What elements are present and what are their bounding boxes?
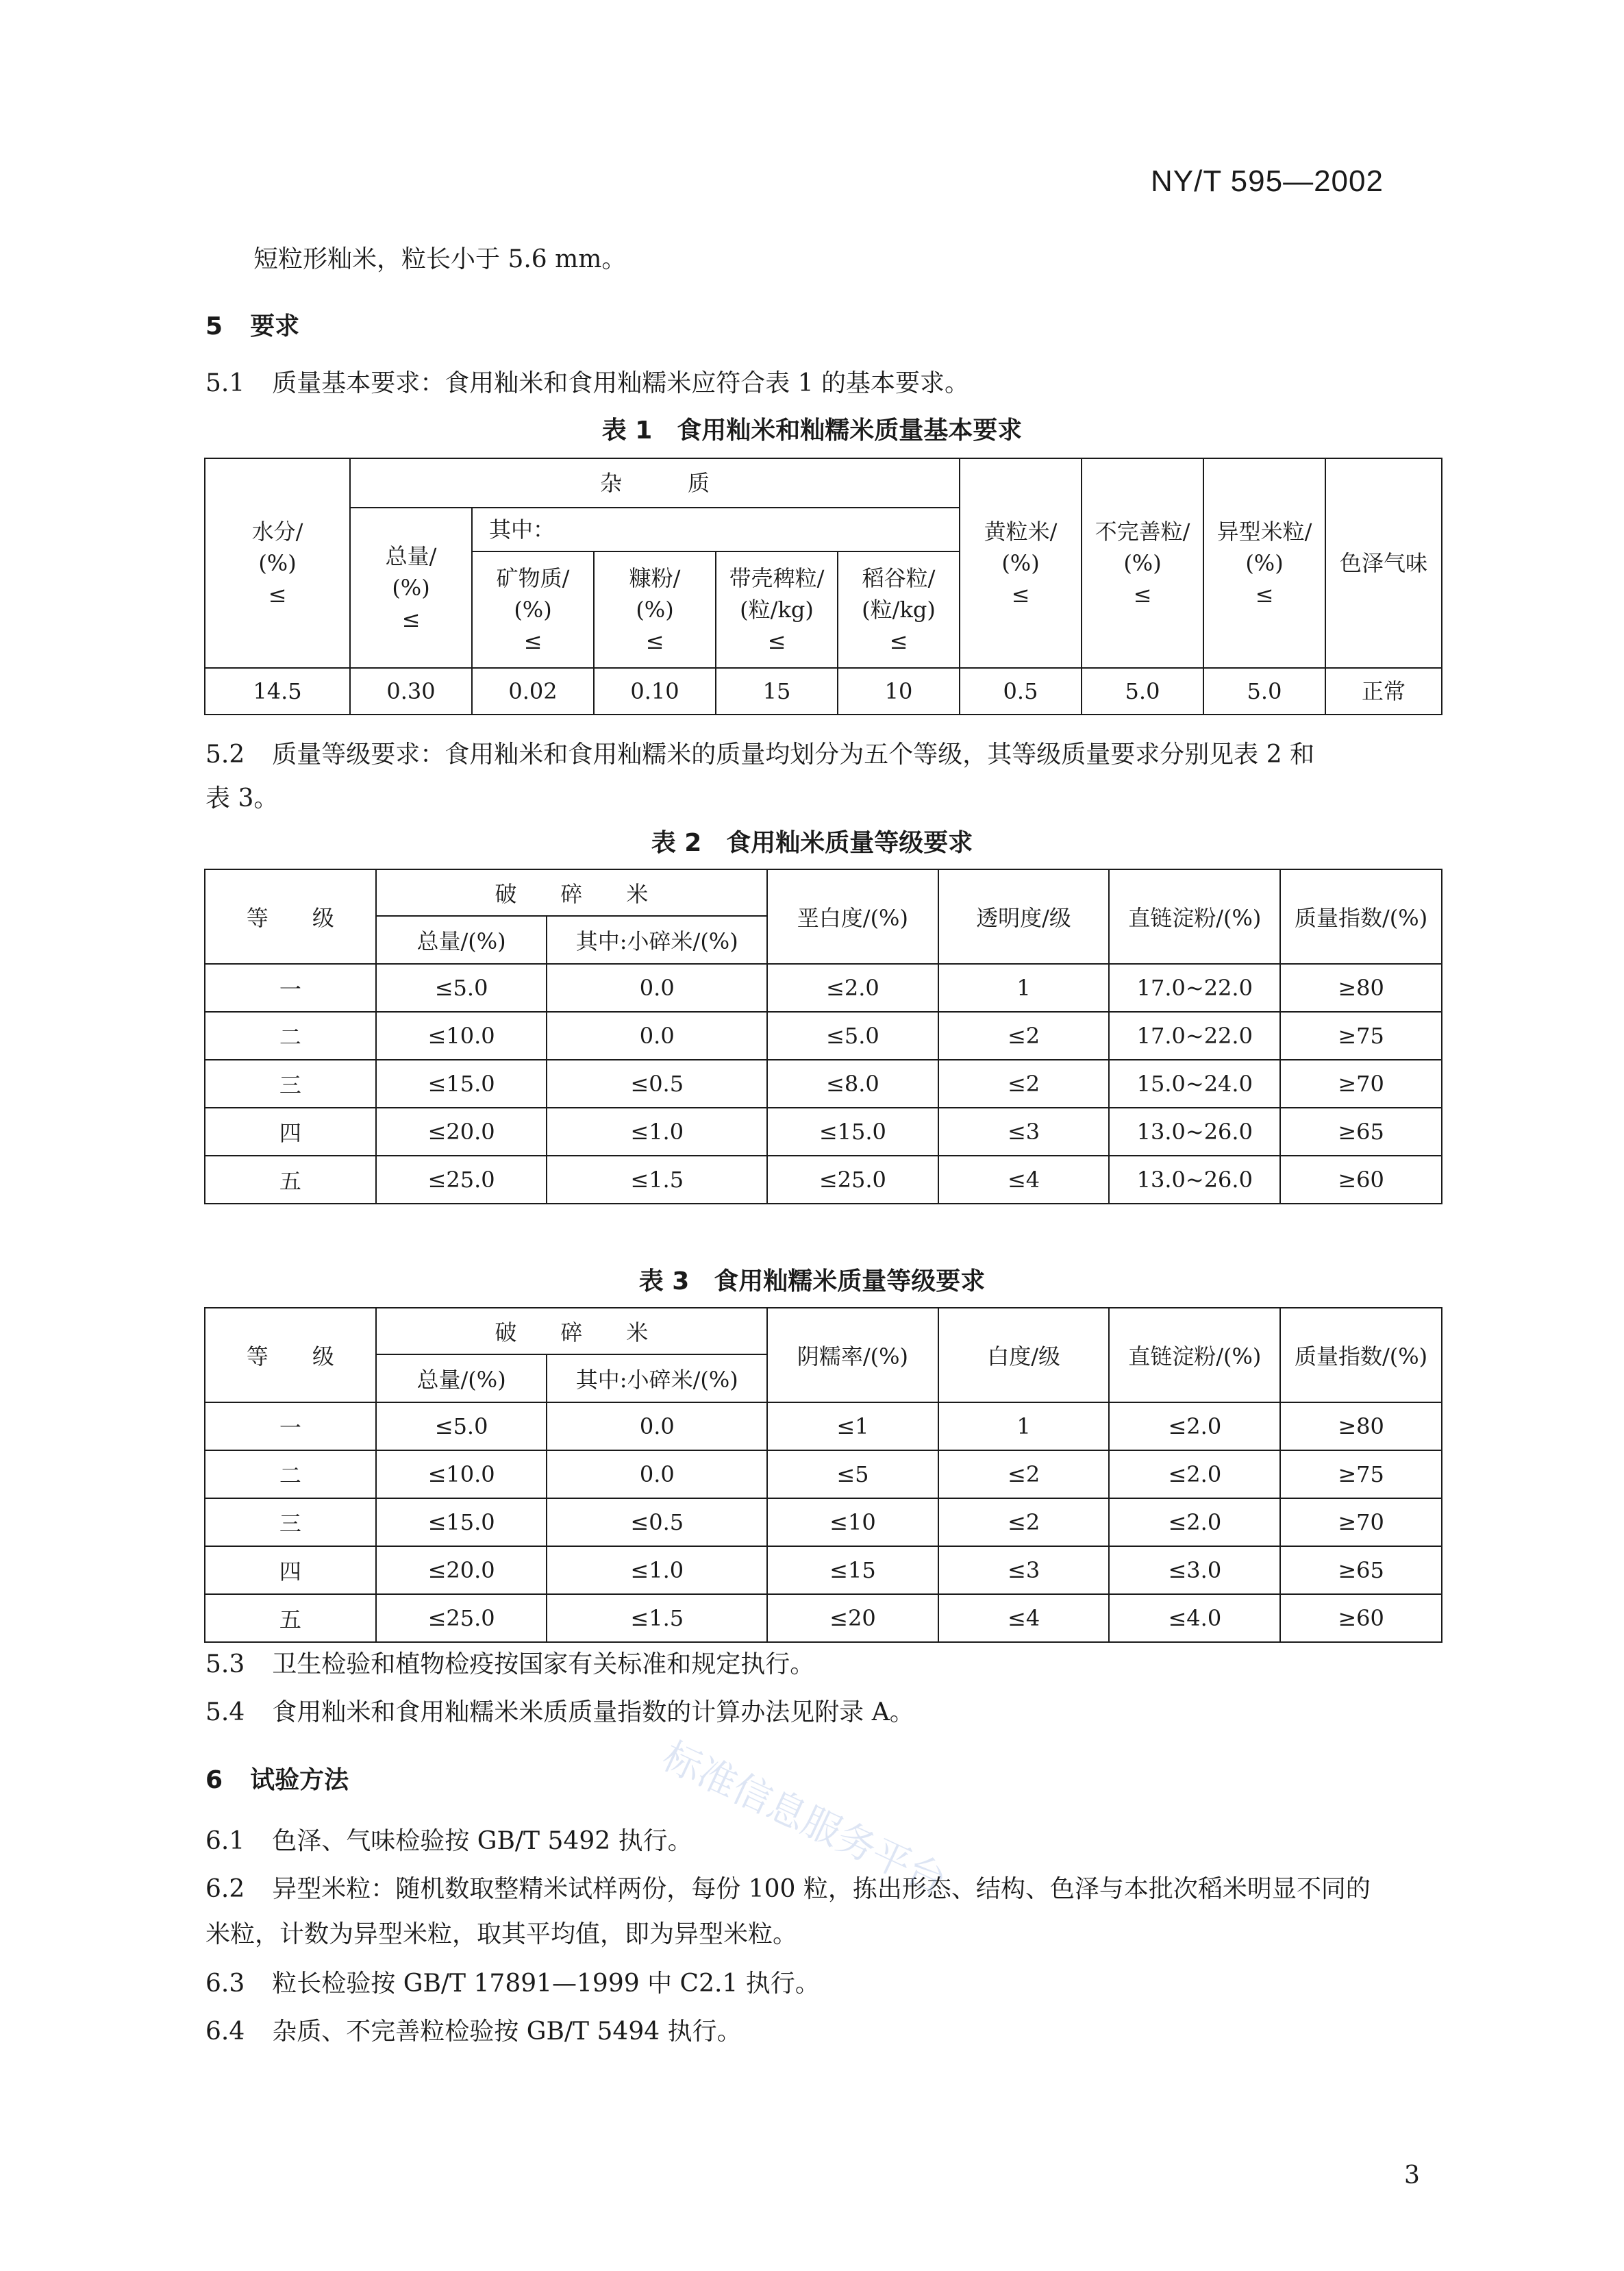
table-cell: ≤20 (767, 1594, 938, 1642)
table-row (205, 1108, 1442, 1156)
table-cell: 0.0 (547, 1402, 767, 1450)
table-cell: ≤25.0 (376, 1156, 547, 1204)
table-cell: ≤0.5 (547, 1060, 767, 1108)
clause-number: 5.4 (205, 1698, 245, 1726)
table-1 (204, 458, 1442, 715)
clause-number: 6.4 (205, 2018, 245, 2046)
section-number: 6 (205, 1766, 223, 1794)
table-cell: 0.5 (960, 668, 1082, 715)
table-cell: 二 (205, 1450, 376, 1498)
table-cell: ≤15.0 (376, 1060, 547, 1108)
table-cell: ≤15.0 (376, 1498, 547, 1546)
table-cell: 13.0~26.0 (1109, 1108, 1280, 1156)
table-cell: ≤5.0 (767, 1012, 938, 1060)
table-cell: ≤0.5 (547, 1498, 767, 1546)
table-cell: 15.0~24.0 (1109, 1060, 1280, 1108)
section-6-heading (205, 1761, 349, 1796)
section-5-heading (205, 307, 299, 342)
table-row (205, 1012, 1442, 1060)
section-title: 要求 (250, 312, 300, 340)
table-cell: 10 (838, 668, 960, 715)
clause-5-2-continued: 表 3。 (205, 784, 279, 812)
table-cell: ≤4 (938, 1594, 1110, 1642)
clause-5-2 (205, 739, 1314, 771)
clause-6-3 (205, 1968, 820, 2000)
clause-number: 5.2 (205, 741, 245, 769)
t1-header-husk: 带壳稗粒/ (粒/kg) ≤ (716, 551, 838, 668)
table-row (205, 1546, 1442, 1594)
table-cell: ≥65 (1280, 1108, 1442, 1156)
table-cell: ≤20.0 (376, 1546, 547, 1594)
table-cell: ≤1.0 (547, 1546, 767, 1594)
table-cell: ≤3.0 (1109, 1546, 1280, 1594)
table-cell: ≤4 (938, 1156, 1110, 1204)
table-cell: ≤3 (938, 1546, 1110, 1594)
table-cell: 一 (205, 1402, 376, 1450)
table-cell: ≤2.0 (1109, 1402, 1280, 1450)
table-cell: ≥70 (1280, 1060, 1442, 1108)
table-cell: ≤5.0 (376, 964, 547, 1012)
clause-6-1 (205, 1825, 692, 1858)
t1-header-water: 水分/ (%) ≤ (205, 458, 350, 668)
clause-text: 食用籼米和食用籼糯米米质质量指数的计算办法见附录 A。 (272, 1698, 914, 1726)
t1-header-impurity: 杂 质 (350, 458, 960, 508)
t3-header-quality-index: 质量指数/(%) (1280, 1308, 1442, 1402)
t1-header-bran: 糠粉/ (%) ≤ (594, 551, 716, 668)
table-cell: 四 (205, 1546, 376, 1594)
standard-code: NY/T 595—2002 (1151, 164, 1384, 198)
table-cell: ≤4.0 (1109, 1594, 1280, 1642)
table-cell: 5.0 (1082, 668, 1203, 715)
table-cell: ≤25.0 (376, 1594, 547, 1642)
clause-text: 卫生检验和植物检疫按国家有关标准和规定执行。 (272, 1650, 815, 1678)
table-cell: ≤3 (938, 1108, 1110, 1156)
table-cell: ≤8.0 (767, 1060, 938, 1108)
table-cell: ≤15 (767, 1546, 938, 1594)
table-cell: 二 (205, 1012, 376, 1060)
table-cell: ≥60 (1280, 1156, 1442, 1204)
table-cell: ≤20.0 (376, 1108, 547, 1156)
table-cell: ≤1.0 (547, 1108, 767, 1156)
table-row (205, 668, 1442, 715)
table-cell: ≤1 (767, 1402, 938, 1450)
table-cell: 四 (205, 1108, 376, 1156)
table-row (205, 1402, 1442, 1450)
clause-text: 杂质、不完善粒检验按 GB/T 5494 执行。 (272, 2018, 742, 2046)
t1-header-color-smell: 色泽气味 (1325, 458, 1442, 668)
t2-header-transparency: 透明度/级 (938, 869, 1110, 964)
clause-6-2 (205, 1873, 1371, 1906)
t2-header-total: 总量/(%) (376, 916, 547, 964)
table-2-caption: 表 2 食用籼米质量等级要求 (651, 829, 973, 857)
table-cell: 13.0~26.0 (1109, 1156, 1280, 1204)
table-cell: 17.0~22.0 (1109, 1012, 1280, 1060)
table-cell: 五 (205, 1156, 376, 1204)
table-cell: 正常 (1325, 668, 1442, 715)
t2-header-grade: 等 级 (205, 869, 376, 964)
clause-number: 6.1 (205, 1827, 245, 1855)
clause-text: 质量基本要求：食用籼米和食用籼糯米应符合表 1 的基本要求。 (272, 369, 970, 397)
clause-5-1 (205, 367, 969, 400)
table-cell: 15 (716, 668, 838, 715)
table-cell: ≤10 (767, 1498, 938, 1546)
page-number: 3 (1404, 2161, 1420, 2189)
t3-header-small-broken: 其中:小碎米/(%) (547, 1354, 767, 1402)
clause-number: 6.3 (205, 1970, 245, 1998)
clause-6-2-continued: 米粒，计数为异型米粒，取其平均值，即为异型米粒。 (205, 1920, 798, 1948)
section-number: 5 (205, 312, 223, 340)
table-row (205, 964, 1442, 1012)
table-cell: 1 (938, 964, 1110, 1012)
table-cell: ≤15.0 (767, 1108, 938, 1156)
table-cell: ≥60 (1280, 1594, 1442, 1642)
clause-text: 粒长检验按 GB/T 17891—1999 中 C2.1 执行。 (272, 1970, 820, 1998)
table-cell: ≤2 (938, 1498, 1110, 1546)
table-2 (204, 869, 1442, 1204)
table-cell: 5.0 (1203, 668, 1325, 715)
table-cell: 0.0 (547, 964, 767, 1012)
table-cell: 0.10 (594, 668, 716, 715)
t1-header-total: 总量/ (%) ≤ (350, 508, 472, 668)
table-cell: ≤1.5 (547, 1594, 767, 1642)
table-cell: ≤1.5 (547, 1156, 767, 1204)
t1-header-unsound: 不完善粒/ (%) ≤ (1082, 458, 1203, 668)
t1-header-abnormal: 异型米粒/ (%) ≤ (1203, 458, 1325, 668)
table-cell: ≤25.0 (767, 1156, 938, 1204)
table-row (205, 1156, 1442, 1204)
paragraph-short-grain: 短粒形籼米，粒长小于 5.6 mm。 (253, 245, 627, 273)
section-title: 试验方法 (250, 1766, 349, 1794)
clause-6-4 (205, 2015, 742, 2048)
table-row (205, 1594, 1442, 1642)
clause-number: 5.3 (205, 1650, 245, 1678)
table-cell: 0.0 (547, 1012, 767, 1060)
t1-header-among: 其中： (472, 508, 960, 551)
t3-header-whiteness: 白度/级 (938, 1308, 1110, 1402)
table-1-caption: 表 1 食用籼米和籼糯米质量基本要求 (601, 417, 1023, 445)
table-cell: 三 (205, 1060, 376, 1108)
table-cell: ≤2 (938, 1012, 1110, 1060)
t3-header-grade: 等 级 (205, 1308, 376, 1402)
table-cell: 0.0 (547, 1450, 767, 1498)
table-cell: 1 (938, 1402, 1110, 1450)
table-cell: ≥65 (1280, 1546, 1442, 1594)
table-cell: ≥75 (1280, 1450, 1442, 1498)
clause-number: 6.2 (205, 1875, 245, 1903)
table-cell: ≥70 (1280, 1498, 1442, 1546)
table-cell: ≤2 (938, 1450, 1110, 1498)
table-cell: ≤2.0 (1109, 1450, 1280, 1498)
table-cell: 0.02 (472, 668, 594, 715)
t3-header-yin-glutinous: 阴糯率/(%) (767, 1308, 938, 1402)
t3-header-broken: 破 碎 米 (376, 1308, 767, 1354)
table-3 (204, 1307, 1442, 1643)
t3-header-amylose: 直链淀粉/(%) (1109, 1308, 1280, 1402)
table-cell: ≤5.0 (376, 1402, 547, 1450)
watermark: 标准信息服务平台 (655, 1733, 953, 1904)
table-cell: 0.30 (350, 668, 472, 715)
table-row (205, 1060, 1442, 1108)
table-cell: ≤10.0 (376, 1450, 547, 1498)
t1-header-mineral: 矿物质/ (%) ≤ (472, 551, 594, 668)
table-row (205, 1450, 1442, 1498)
t2-header-quality-index: 质量指数/(%) (1280, 869, 1442, 964)
table-cell: ≤5 (767, 1450, 938, 1498)
table-3-caption: 表 3 食用籼糯米质量等级要求 (638, 1267, 986, 1295)
table-cell: 一 (205, 964, 376, 1012)
clause-text: 质量等级要求：食用籼米和食用籼糯米的质量均划分为五个等级，其等级质量要求分别见表 2 和 (272, 741, 1315, 769)
table-cell: ≥80 (1280, 964, 1442, 1012)
t1-header-yellow: 黄粒米/ (%) ≤ (960, 458, 1082, 668)
clause-text: 色泽、气味检验按 GB/T 5492 执行。 (272, 1827, 692, 1855)
table-cell: ≤2 (938, 1060, 1110, 1108)
table-cell: ≤2.0 (1109, 1498, 1280, 1546)
t1-header-paddy: 稻谷粒/ (粒/kg) ≤ (838, 551, 960, 668)
table-cell: ≥75 (1280, 1012, 1442, 1060)
table-cell: ≥80 (1280, 1402, 1442, 1450)
table-cell: 17.0~22.0 (1109, 964, 1280, 1012)
clause-5-3 (205, 1648, 814, 1681)
t3-header-total: 总量/(%) (376, 1354, 547, 1402)
t2-header-amylose: 直链淀粉/(%) (1109, 869, 1280, 964)
clause-5-4 (205, 1696, 914, 1729)
clause-number: 5.1 (205, 369, 245, 397)
table-cell: ≤10.0 (376, 1012, 547, 1060)
table-cell: 三 (205, 1498, 376, 1546)
t2-header-broken: 破 碎 米 (376, 869, 767, 916)
t2-header-small-broken: 其中:小碎米/(%) (547, 916, 767, 964)
clause-text: 异型米粒：随机数取整精米试样两份，每份 100 粒，拣出形态、结构、色泽与本批次稻米明显不同的 (272, 1875, 1371, 1903)
t2-header-chalkiness: 垩白度/(%) (767, 869, 938, 964)
table-cell: 14.5 (205, 668, 350, 715)
table-row (205, 1498, 1442, 1546)
table-cell: 五 (205, 1594, 376, 1642)
table-cell: ≤2.0 (767, 964, 938, 1012)
